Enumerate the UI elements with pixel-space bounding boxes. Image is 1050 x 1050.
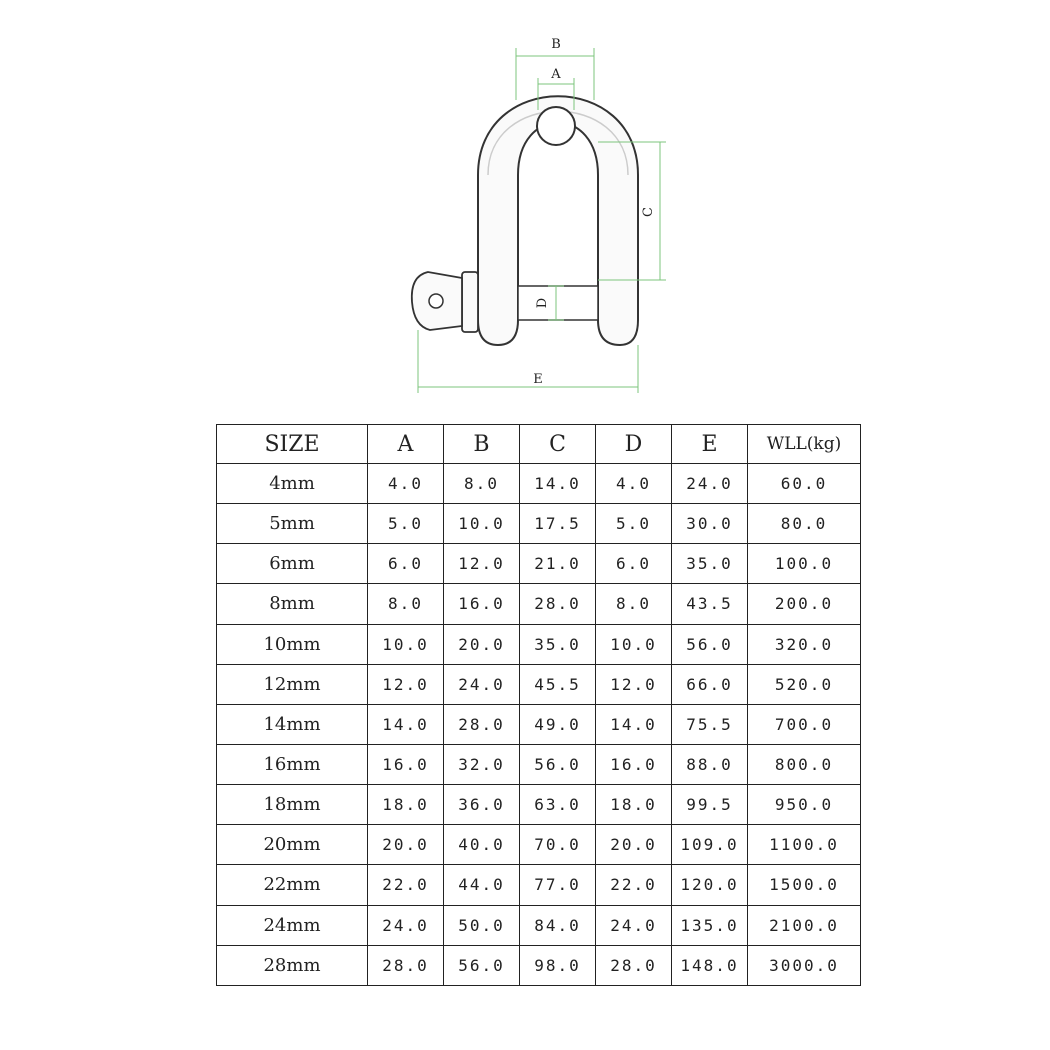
- cell-d: 22.0: [596, 865, 672, 905]
- cell-size: 6mm: [217, 544, 368, 584]
- dimension-a-label: A: [551, 67, 561, 82]
- cell-e: 99.5: [672, 785, 748, 825]
- cell-a: 6.0: [368, 544, 444, 584]
- cell-c: 77.0: [520, 865, 596, 905]
- cell-size: 10mm: [217, 624, 368, 664]
- table-row: [217, 785, 861, 825]
- cell-wll: 800.0: [748, 744, 861, 784]
- cell-wll: 60.0: [748, 464, 861, 504]
- cell-e: 109.0: [672, 825, 748, 865]
- cell-a: 18.0: [368, 785, 444, 825]
- cell-b: 16.0: [444, 584, 520, 624]
- cell-wll: 3000.0: [748, 945, 861, 985]
- cell-c: 17.5: [520, 504, 596, 544]
- table-header-row: [217, 425, 861, 464]
- header-e: E: [672, 425, 748, 464]
- cell-b: 10.0: [444, 504, 520, 544]
- cell-e: 35.0: [672, 544, 748, 584]
- table-row: [217, 624, 861, 664]
- table-row: [217, 544, 861, 584]
- cell-e: 88.0: [672, 744, 748, 784]
- cell-wll: 200.0: [748, 584, 861, 624]
- table-row: [217, 704, 861, 744]
- cell-a: 28.0: [368, 945, 444, 985]
- table-row: [217, 584, 861, 624]
- cell-d: 8.0: [596, 584, 672, 624]
- table-row: [217, 744, 861, 784]
- cell-e: 43.5: [672, 584, 748, 624]
- cell-b: 24.0: [444, 664, 520, 704]
- cell-b: 28.0: [444, 704, 520, 744]
- cell-e: 120.0: [672, 865, 748, 905]
- cell-a: 20.0: [368, 825, 444, 865]
- cell-c: 84.0: [520, 905, 596, 945]
- dimension-c-label: C: [641, 207, 656, 217]
- cell-wll: 700.0: [748, 704, 861, 744]
- cell-wll: 520.0: [748, 664, 861, 704]
- cell-d: 24.0: [596, 905, 672, 945]
- cell-size: 16mm: [217, 744, 368, 784]
- cell-size: 22mm: [217, 865, 368, 905]
- cell-b: 56.0: [444, 945, 520, 985]
- cell-wll: 100.0: [748, 544, 861, 584]
- shackle-pin-rod: [518, 286, 598, 320]
- cell-b: 8.0: [444, 464, 520, 504]
- cell-a: 12.0: [368, 664, 444, 704]
- table-row: [217, 464, 861, 504]
- cell-c: 21.0: [520, 544, 596, 584]
- cell-a: 22.0: [368, 865, 444, 905]
- cell-c: 45.5: [520, 664, 596, 704]
- cell-b: 32.0: [444, 744, 520, 784]
- cell-e: 148.0: [672, 945, 748, 985]
- header-c: C: [520, 425, 596, 464]
- table-row: [217, 825, 861, 865]
- cell-e: 56.0: [672, 624, 748, 664]
- cell-a: 14.0: [368, 704, 444, 744]
- cell-a: 5.0: [368, 504, 444, 544]
- cell-c: 49.0: [520, 704, 596, 744]
- cell-a: 4.0: [368, 464, 444, 504]
- dimension-b-label: B: [551, 37, 561, 52]
- header-b: B: [444, 425, 520, 464]
- cell-a: 10.0: [368, 624, 444, 664]
- cell-size: 20mm: [217, 825, 368, 865]
- cell-e: 30.0: [672, 504, 748, 544]
- cell-c: 35.0: [520, 624, 596, 664]
- cell-d: 14.0: [596, 704, 672, 744]
- dimension-d-label: D: [535, 297, 550, 309]
- cell-b: 20.0: [444, 624, 520, 664]
- header-a: A: [368, 425, 444, 464]
- cell-size: 5mm: [217, 504, 368, 544]
- cell-a: 8.0: [368, 584, 444, 624]
- cell-a: 24.0: [368, 905, 444, 945]
- cell-c: 63.0: [520, 785, 596, 825]
- cell-b: 12.0: [444, 544, 520, 584]
- shackle-bow-ball: [537, 107, 575, 145]
- cell-d: 4.0: [596, 464, 672, 504]
- cell-size: 8mm: [217, 584, 368, 624]
- cell-wll: 950.0: [748, 785, 861, 825]
- cell-b: 36.0: [444, 785, 520, 825]
- cell-e: 135.0: [672, 905, 748, 945]
- cell-d: 12.0: [596, 664, 672, 704]
- cell-size: 18mm: [217, 785, 368, 825]
- cell-b: 50.0: [444, 905, 520, 945]
- shackle-pin-eye-hole: [429, 294, 443, 308]
- cell-size: 28mm: [217, 945, 368, 985]
- header-size: SIZE: [217, 425, 368, 464]
- cell-size: 14mm: [217, 704, 368, 744]
- table-row: [217, 865, 861, 905]
- cell-e: 75.5: [672, 704, 748, 744]
- shackle-spec-table: [216, 424, 861, 986]
- cell-c: 14.0: [520, 464, 596, 504]
- cell-c: 98.0: [520, 945, 596, 985]
- header-d: D: [596, 425, 672, 464]
- cell-d: 6.0: [596, 544, 672, 584]
- cell-size: 24mm: [217, 905, 368, 945]
- cell-c: 70.0: [520, 825, 596, 865]
- table-row: [217, 664, 861, 704]
- table-row: [217, 905, 861, 945]
- cell-e: 66.0: [672, 664, 748, 704]
- header-wll: WLL(kg): [748, 425, 861, 464]
- cell-wll: 80.0: [748, 504, 861, 544]
- shackle-pin-collar: [462, 272, 478, 332]
- cell-d: 20.0: [596, 825, 672, 865]
- cell-d: 18.0: [596, 785, 672, 825]
- cell-e: 24.0: [672, 464, 748, 504]
- cell-wll: 2100.0: [748, 905, 861, 945]
- cell-c: 56.0: [520, 744, 596, 784]
- table-row: [217, 504, 861, 544]
- cell-d: 5.0: [596, 504, 672, 544]
- shackle-diagram: [0, 0, 1050, 410]
- cell-c: 28.0: [520, 584, 596, 624]
- cell-size: 12mm: [217, 664, 368, 704]
- dimension-e-label: E: [533, 372, 543, 387]
- cell-d: 16.0: [596, 744, 672, 784]
- cell-wll: 1500.0: [748, 865, 861, 905]
- cell-d: 10.0: [596, 624, 672, 664]
- cell-size: 4mm: [217, 464, 368, 504]
- cell-a: 16.0: [368, 744, 444, 784]
- table-body: [217, 464, 861, 986]
- cell-wll: 1100.0: [748, 825, 861, 865]
- table-row: [217, 945, 861, 985]
- cell-b: 40.0: [444, 825, 520, 865]
- cell-wll: 320.0: [748, 624, 861, 664]
- cell-d: 28.0: [596, 945, 672, 985]
- cell-b: 44.0: [444, 865, 520, 905]
